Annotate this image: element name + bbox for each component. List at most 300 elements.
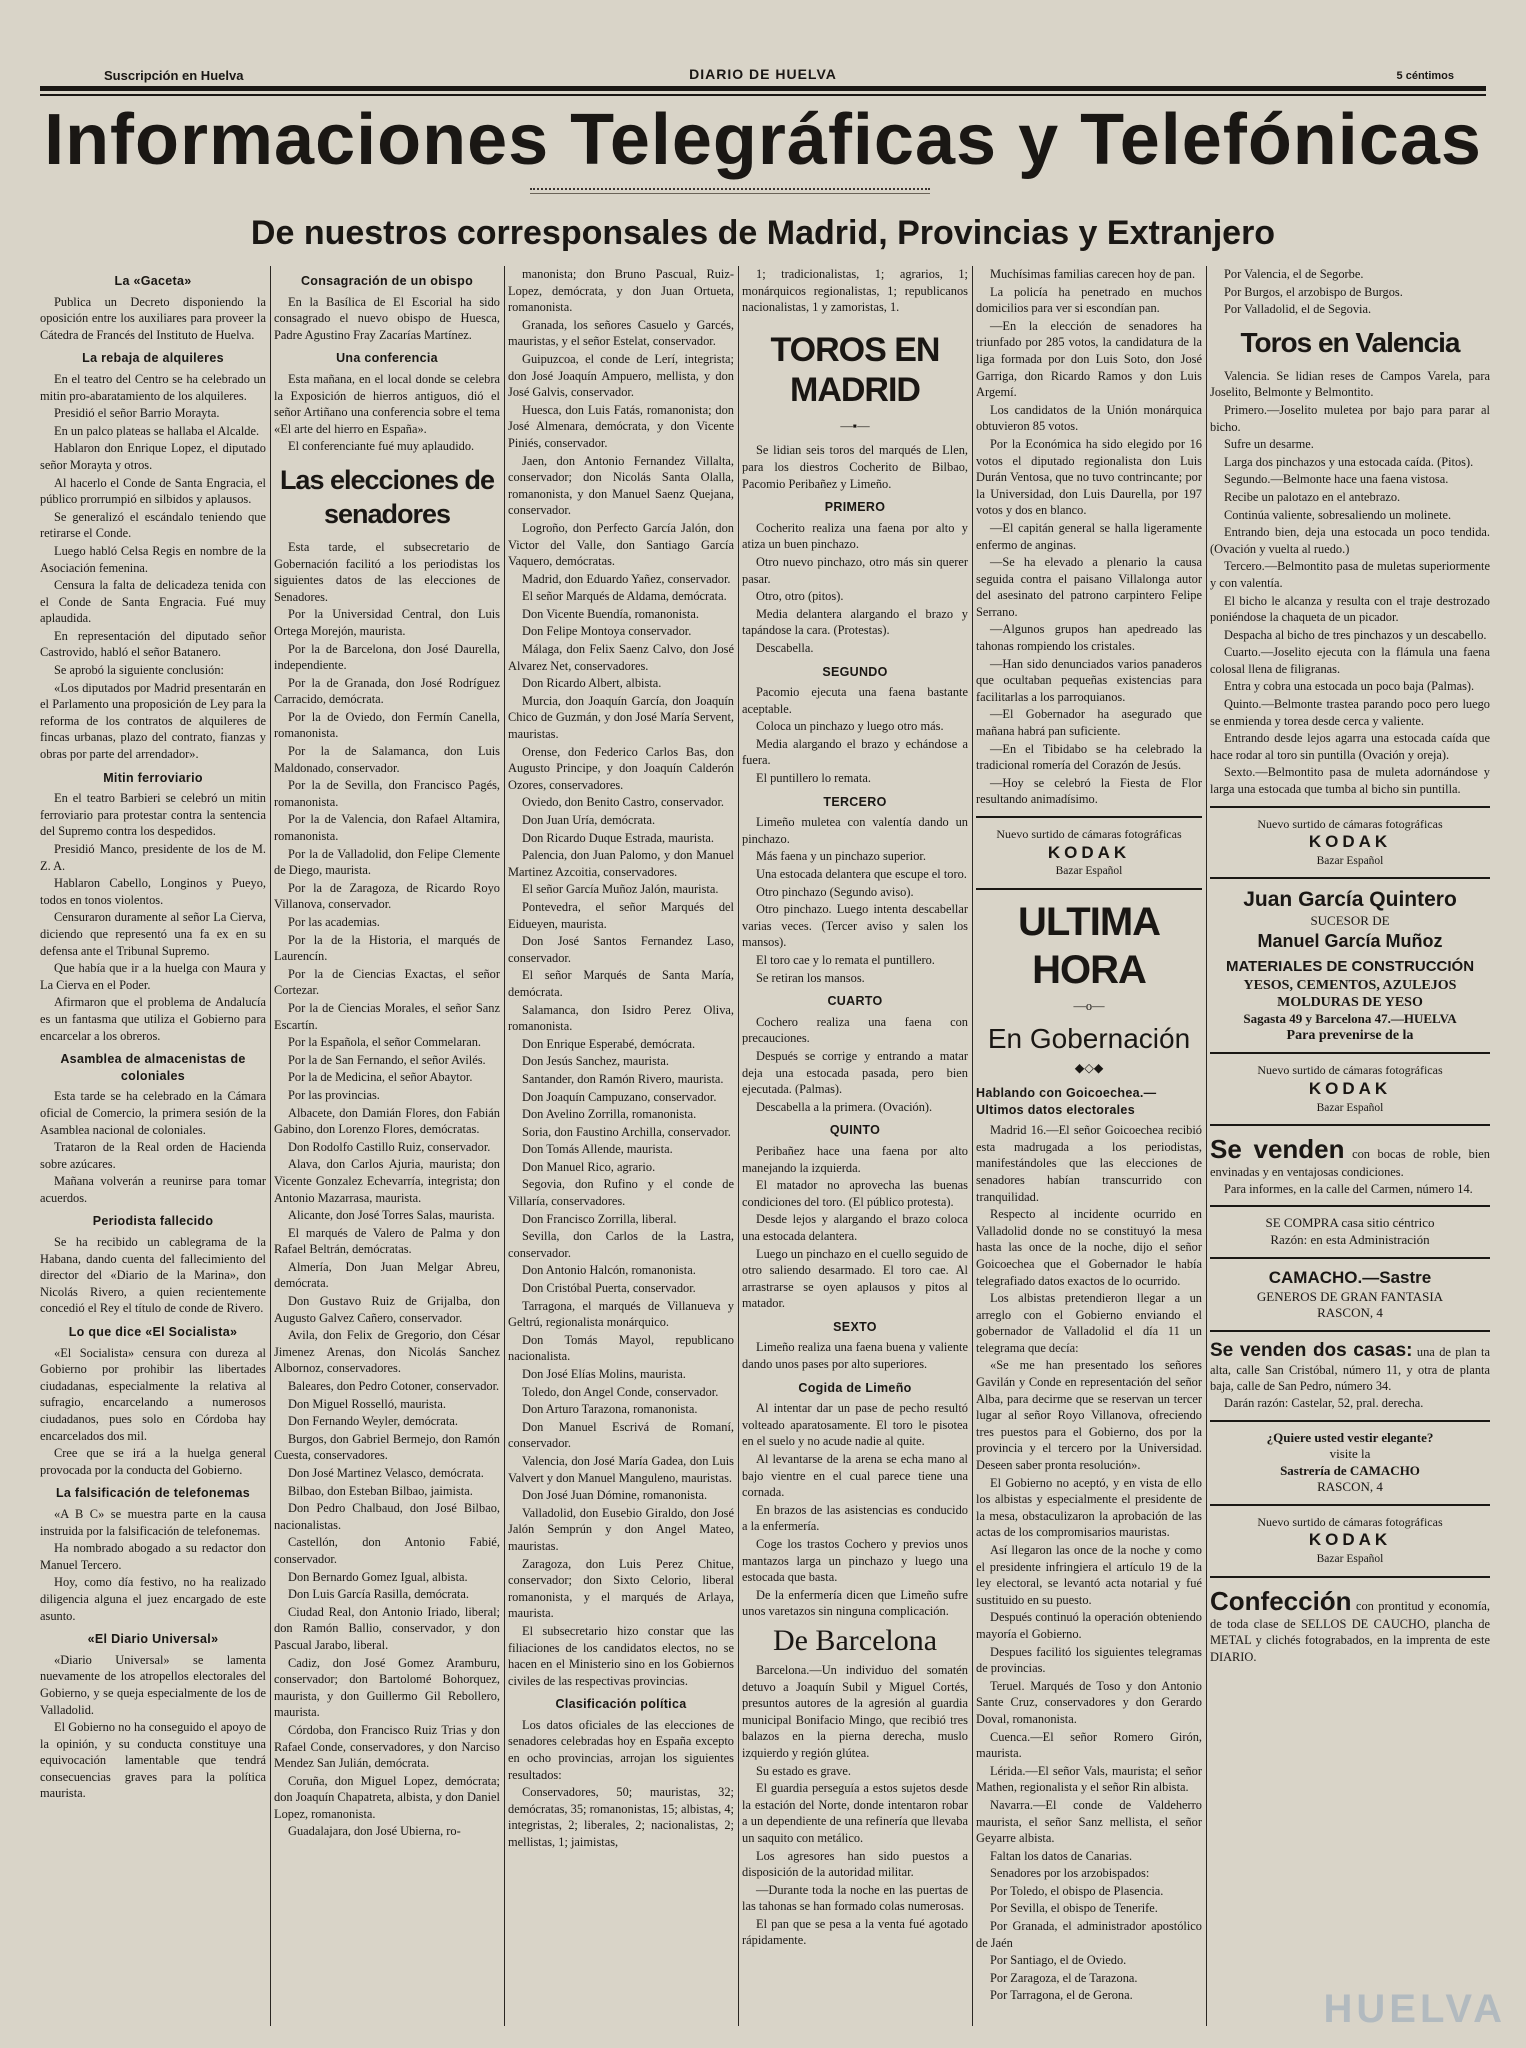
paragraph: Faltan los datos de Canarias.	[990, 1848, 1133, 1863]
big-headline: Toros en Valencia	[1240, 326, 1460, 358]
divider	[976, 888, 1202, 890]
paragraph: Granada, los señores Casuelo y Garcés, mauristas, y el señor Estelat, conservador.	[508, 317, 734, 349]
ad-line: Nuevo surtido de cámaras fotográficas	[1257, 1514, 1443, 1529]
column-rule	[972, 266, 973, 2026]
paragraph: Se ha recibido un cablegrama de la Habana, dando cuenta del fallecimiento del director del «Diario de la Marina», don Nicolás Rivero, a quien recientemente concedió el Rey el título de conde de Rivero.	[40, 1235, 266, 1316]
paragraph: En un palco plateas se hallaba el Alcalde.	[54, 423, 260, 438]
paragraph: El pan que se pesa a la venta fué agotado rápidamente.	[742, 1916, 968, 1948]
paragraph: Don Arturo Tarazona, romanonista.	[522, 1402, 698, 1417]
ad-title: Juan García Quintero	[1243, 888, 1457, 912]
paragraph: Otro, otro (pitos).	[756, 589, 844, 604]
section-subhead: De nuestros corresponsales de Madrid, Provincias y Extranjero	[250, 214, 1276, 252]
paragraph: Murcia, don Joaquín García, don Joaquín Chico de Guzmán, y don José María Servent, mauristas.	[508, 693, 734, 742]
paragraph: Don José Elías Molins, maurista.	[522, 1367, 686, 1381]
paragraph: Trataron de la Real orden de Hacienda sobre azúcares.	[40, 1140, 266, 1171]
ad-line: Sagasta 49 y Barcelona 47.—HUELVA	[1243, 1011, 1457, 1027]
paragraph: El marqués de Valero de Palma y don Rafael Beltrán, demócratas.	[274, 1225, 500, 1257]
paragraph: —Han sido denunciados varios panaderos que ocultaban pequeñas existencias para facilitarlas a los parroquianos.	[976, 656, 1202, 704]
paragraph: Más faena y un pinchazo superior.	[756, 849, 926, 864]
paragraph: Afirmaron que el problema de Andalucía es un fantasma que utiliza el Gobierno para encarcelar a los obreros.	[40, 995, 266, 1043]
paragraph: Hablaron Cabello, Longinos y Pueyo, todos en tonos violentos.	[40, 876, 266, 907]
paragraph: Conservadores, 50; mauristas, 32; demócratas, 35; romanonistas, 15; albistas, 4; integristas, 2; liberales, 2; nacionalistas, 2; mellistas, 1; jaimistas,	[508, 1785, 734, 1850]
paragraph: Guadalajara, don José Ubierna, ro-	[288, 1824, 461, 1839]
paragraph: Respecto al incidente ocurrido en Valladolid donde no se constituyó la mesa hasta las once de la noche, dijo el señor Goicoechea que el Gobernador le había telegrafiado datos exactos de lo ocurrido.	[976, 1207, 1202, 1288]
paragraph: Valencia, don José María Gadea, don Luis Valvert y don Manuel Manguleno, mauristas.	[508, 1453, 734, 1485]
paragraph: Don Bernardo Gomez Igual, albista.	[288, 1569, 468, 1584]
paragraph: Almería, Don Juan Melgar Abreu, demócrata.	[274, 1259, 500, 1291]
paragraph: Valladolid, don Eusebio Giraldo, don José Jalón Semprún y don Angel Mateo, mauristas.	[508, 1505, 734, 1553]
ad-line: Bazar Español	[1055, 865, 1123, 878]
column-6	[1210, 266, 1490, 2026]
paragraph: Por la de Ciencias Morales, el señor Sanz Escartín.	[274, 1000, 500, 1032]
paragraph: Málaga, don Felix Saenz Calvo, don José Alvarez Net, conservadores.	[508, 642, 734, 673]
paragraph: Cadiz, don José Gomez Aramburu, conservador; don Bartolomé Bohorquez, maurista, y don Guillermo Gil Rebollero, maurista.	[274, 1655, 500, 1720]
paragraph: Santander, don Ramón Rivero, maurista.	[522, 1071, 724, 1086]
paragraph: 1; tradicionalistas, 1; agrarios, 1; monárquicos regionalistas, 1; republicanos nacionalistas, 1 y zamoristas, 1.	[742, 267, 968, 315]
paragraph: —El capitán general se halla ligeramente enfermo de anginas.	[976, 520, 1202, 552]
ad-line: SE COMPRA casa sitio céntrico	[1265, 1215, 1435, 1231]
column-1	[40, 266, 266, 2026]
paragraph: Hablaron don Enrique Lopez, el diputado señor Morayta y otros.	[40, 441, 266, 472]
paragraph: En el teatro Barbieri se celebró un mitin ferroviario para protestar contra la sentencia del Supremo contra los despedidos.	[40, 791, 266, 839]
paragraph: Por Toledo, el obispo de Plasencia.	[990, 1883, 1164, 1898]
paragraph: Los albistas pretendieron llegar a un arreglo con el Gobierno enviando el gobernador de Valladolid el día 11 un telegrama que decía:	[976, 1291, 1202, 1355]
paragraph: Don Tomás Mayol, republicano nacionalista.	[508, 1332, 734, 1364]
paragraph: Continúa valiente, sobresaliendo un molinete.	[1224, 507, 1452, 522]
paragraph: Don José Santos Fernandez Laso, conservador.	[508, 934, 734, 965]
ad-line: MATERIALES DE CONSTRUCCIÓN	[1225, 958, 1475, 975]
column-rule	[1206, 266, 1207, 2026]
paragraph: Albacete, don Damián Flores, don Fabián Gabino, don Lorenzo Flores, demócratas.	[274, 1105, 500, 1137]
big-headline: De Barcelona	[772, 1623, 938, 1657]
ad-line: Manuel García Muñoz	[1257, 931, 1443, 951]
big-headline: Las elecciones de senadores	[279, 464, 495, 529]
paragraph: Presidió Manco, presidente de los de M. Z. A.	[40, 842, 266, 873]
paragraph: Esta tarde se ha celebrado en la Cámara oficial de Comercio, la primera sesión de la Asamblea nacional de coloniales.	[40, 1089, 266, 1137]
paragraph: Cuenca.—El señor Romero Girón, maurista.	[976, 1729, 1202, 1761]
paragraph: Por Burgos, el arzobispo de Burgos.	[1224, 284, 1403, 299]
ad-line: con prontitud y economía, de toda clase de SELLOS DE CAUCHO, plancha de METAL y clichés fotograbados, en la imprenta de este DIARIO.	[1210, 1598, 1490, 1664]
paragraph: Don Ricardo Albert, albista.	[522, 676, 662, 691]
ad-line: RASCON, 4	[1317, 1305, 1383, 1321]
headline: Cogida de Limeño	[798, 1380, 912, 1395]
column-rule	[738, 266, 739, 2026]
ad-title: Confección	[1210, 1585, 1352, 1616]
ad-line: Para prevenirse de la	[1286, 1027, 1414, 1043]
paragraph: Por Valladolid, el de Segovia.	[1224, 302, 1372, 317]
paragraph: Don José Martinez Velasco, demócrata.	[288, 1466, 484, 1480]
paragraph: Desde lejos y alargando el brazo coloca una estocada delantera.	[742, 1212, 968, 1243]
paragraph: Don Miguel Rosselló, maurista.	[288, 1396, 446, 1411]
paragraph: Los datos oficiales de las elecciones de senadores celebradas hoy en España excepto en ocho provincias, arrojan los siguientes resultados:	[508, 1717, 734, 1782]
materials-ad	[1210, 887, 1490, 1044]
ad-line: RASCON, 4	[1317, 1479, 1383, 1495]
divider	[1210, 1504, 1490, 1506]
stamps-ad	[1210, 1586, 1490, 1666]
paragraph: Cuarto.—Joselito ejecuta con la flámula una faena colosal llena de filigranas.	[1210, 645, 1490, 676]
paragraph: Segovia, don Rufino y el conde de Villaría, conservadores.	[508, 1177, 734, 1209]
tailor-shop-ad	[1210, 1430, 1490, 1496]
paragraph: Don Vicente Buendía, romanonista.	[522, 606, 699, 621]
paragraph: Don Tomás Allende, maurista.	[522, 1142, 673, 1157]
paragraph: Burgos, don Gabriel Bermejo, don Ramón Cuesta, conservadores.	[274, 1431, 500, 1463]
ad-line: Bazar Español	[1316, 854, 1384, 867]
paragraph: Una estocada delantera que escupe el toro.	[756, 867, 967, 882]
header-rule-thin	[40, 94, 1486, 96]
ad-line: una de plan ta alta, calle San Cristóbal, número 11, y otra de planta baja, calle de San Pedro, número 34.	[1210, 1344, 1490, 1394]
paragraph: Cree que se irá a la huelga general provocada por la conducta del Gobierno.	[40, 1446, 266, 1477]
paragraph: Censura la falta de delicadeza tenida con el Conde de Santa Engracia. Fué muy aplaudida.	[40, 578, 266, 626]
paragraph: Sevilla, don Carlos de la Lastra, conservador.	[508, 1229, 734, 1260]
paragraph: Salamanca, don Isidro Perez Oliva, romanonista.	[508, 1002, 734, 1034]
paragraph: Hoy, como día festivo, no ha realizado diligencia alguna el juez encargado de este asunto.	[40, 1575, 266, 1623]
paragraph: Luego habló Celsa Regis en nombre de la Asociación femenina.	[40, 543, 266, 575]
paragraph: Limeño realiza una faena buena y valiente dando unos pases por alto superiores.	[742, 1340, 968, 1372]
paragraph: Recibe un palotazo en el antebrazo.	[1224, 489, 1401, 504]
paragraph: Su estado es grave.	[756, 1763, 851, 1778]
paragraph: Coloca un pinchazo y luego otro más.	[756, 719, 944, 734]
ornament-divider: —▪—	[840, 418, 870, 433]
paragraph: Se lidian seis toros del marqués de Llen, para los diestros Cocherito de Bilbao, Pacomio Peribañez y Limeño.	[742, 443, 968, 491]
divider	[1210, 1576, 1490, 1578]
ad-line: Para informes, en la calle del Carmen, número 14.	[1224, 1181, 1473, 1196]
paragraph: —Durante toda la noche en las puertas de las tahonas se han formado colas numerosas.	[742, 1882, 968, 1914]
tailor-ad	[1210, 1267, 1490, 1322]
paragraph: Logroño, don Perfecto García Jalón, don Victor del Valle, don Santiago García Vaquero, demócratas.	[508, 520, 734, 569]
ad-brand: KODAK	[1308, 1078, 1392, 1098]
ad-title: Se venden dos casas:	[1210, 1339, 1413, 1361]
paragraph: Por Granada, el administrador apostólico de Jaén	[976, 1919, 1202, 1950]
paragraph: Valencia. Se lidian reses de Campos Varela, para Joselito, Belmonte y Belmontito.	[1210, 368, 1490, 400]
headline: Mitin ferroviario	[103, 770, 203, 785]
paragraph: Por la de Barcelona, don José Daurella, independiente.	[274, 641, 500, 673]
paragraph: Esta mañana, en el local donde se celebra la Exposición de hierros antiguos, dió el señor Artiñano una conferencia sobre el tema «El arte del hierro en España».	[274, 371, 500, 436]
ad-title: Se venden	[1210, 1134, 1345, 1165]
paragraph: «A B C» se muestra parte en la causa instruida por la falsificación de telefonemas.	[40, 1506, 266, 1538]
ad-line: Nuevo surtido de cámaras fotográficas	[1257, 816, 1443, 831]
paragraph: Por la de Ciencias Exactas, el señor Cortezar.	[274, 966, 500, 998]
paragraph: Oviedo, don Benito Castro, conservador.	[522, 795, 725, 810]
paragraph: Otro nuevo pinchazo, otro más sin querer pasar.	[742, 554, 968, 586]
paragraph: Despues facilitó los siguientes telegramas de provincias.	[976, 1644, 1202, 1676]
headline: SEXTO	[833, 1319, 877, 1334]
paragraph: «Se me han presentado los señores Gavilán y Conde en representación del señor Alba, para decirme que se reservan un tercer lugar al señor Royo Villanova, ofreciendo tres puestos para el Gobierno, dos por la provincia y el tercero por la Universidad. Deseen saber pronta resolución».	[976, 1358, 1202, 1473]
paragraph: Senadores por los arzobispados:	[990, 1866, 1150, 1881]
headline: Una conferencia	[336, 351, 438, 366]
paragraph: Don Fernando Weyler, demócrata.	[288, 1414, 458, 1429]
paragraph: Por la de la Historia, el marqués de Laurencín.	[274, 932, 500, 964]
ad-line: Nuevo surtido de cámaras fotográficas	[1257, 1063, 1443, 1078]
ornament-divider: —o—	[1073, 998, 1105, 1013]
ad-line: Bazar Español	[1316, 1553, 1384, 1566]
paragraph: El señor Marqués de Aldama, demócrata.	[522, 589, 727, 604]
paragraph: De la enfermería dicen que Limeño sufre unos varetazos sin ninguna complicación.	[742, 1587, 968, 1619]
paragraph: El bicho le alcanza y resulta con el traje destrozado poniéndose la chaqueta de un picador.	[1210, 593, 1490, 625]
paragraph: La policía ha penetrado en muchos domicilios para ver si escondían pan.	[976, 284, 1202, 316]
paragraph: Por Tarragona, el de Gerona.	[990, 1988, 1133, 2003]
paragraph: Don José Juan Dómine, romanonista.	[522, 1488, 708, 1503]
ad-brand: KODAK	[1308, 1530, 1392, 1550]
paragraph: El toro cae y lo remata el puntillero.	[756, 953, 935, 967]
paragraph: Primero.—Joselito muletea por bajo para parar al bicho.	[1210, 402, 1490, 434]
paragraph: Cochero realiza una faena con precauciones.	[742, 1014, 968, 1046]
paragraph: Entrando bien, deja una estocada un poco tendida. (Ovación y vuelta al ruedo.)	[1210, 525, 1490, 556]
paragraph: Toledo, don Angel Conde, conservador.	[522, 1384, 719, 1399]
headline: Asamblea de almacenistas de coloniales	[60, 1052, 246, 1083]
paragraph: Por las provincias.	[288, 1087, 380, 1102]
headline: Periodista fallecido	[92, 1214, 214, 1229]
paragraph: Coge los trastos Cochero y previos unos mantazos larga un pinchazo y luego una estocada que basta.	[742, 1537, 968, 1585]
headline: QUINTO	[829, 1123, 881, 1138]
paragraph: Guipuzcoa, el conde de Lerí, integrista; don José Joaquín Ampuero, mellista, y don José Galvis, conservador.	[508, 351, 734, 400]
divider	[976, 816, 1202, 818]
paragraph: Después se corrige y entrando a matar deja una estocada pasada, pero bien ejecutada. (Palmas).	[742, 1048, 968, 1097]
paragraph: Alava, don Carlos Ajuria, maurista; don Vicente Gonzalez Echevarría, integrista; don Antonio Mazarrasa, maurista.	[274, 1157, 500, 1205]
ad-line: Razón: en esta Administración	[1270, 1231, 1430, 1247]
paragraph: Navarra.—El conde de Valdeherro maurista, el señor Sanz mellista, el señor Geyarre albista.	[976, 1797, 1202, 1846]
paragraph: Luego un pinchazo en el cuello seguido de otro saliendo desarmado. El toro cae. Al arrastrarse se oyen aplausos y pitos al matador.	[742, 1246, 968, 1311]
paragraph: En brazos de las asistencias es conducido a la enfermería.	[742, 1502, 968, 1534]
ornament-divider: ◆◇◆	[1074, 1061, 1104, 1076]
paragraph: Censuraron duramente al señor La Cierva, diciendo que representó una fa ex en su defensa ante el Tribunal Supremo.	[40, 910, 266, 958]
paragraph: Por la de Granada, don José Rodríguez Carracido, demócrata.	[274, 675, 500, 707]
paragraph: En representación del diputado señor Castrovido, habló el señor Batanero.	[40, 628, 266, 660]
paragraph: Por las academias.	[288, 915, 380, 929]
headline: La falsificación de telefonemas	[55, 1486, 251, 1501]
paragraph: El conferenciante fué muy aplaudido.	[288, 439, 475, 454]
paragraph: Bilbao, don Esteban Bilbao, jaimista.	[288, 1483, 473, 1498]
column-4	[742, 266, 968, 2026]
paragraph: —Se ha elevado a plenario la causa seguida contra el paisano Villalonga autor del asesinato del patrono carpintero Felipe Serrano.	[976, 555, 1202, 619]
divider	[1210, 1124, 1490, 1126]
paragraph: Por la de Medicina, el señor Abaytor.	[288, 1070, 473, 1085]
paragraph: Córdoba, don Francisco Ruiz Trias y don Rafael Conde, conservadores, y don Narciso Mendez San Julián, demócrata.	[274, 1722, 500, 1771]
paragraph: Alicante, don José Torres Salas, maurista.	[288, 1208, 495, 1223]
paragraph: Orense, don Federico Carlos Bas, don Augusto Principe, y don Joaquín Calderón Ozores, conservadores.	[508, 744, 734, 792]
paragraph: Sufre un desarme.	[1224, 437, 1314, 452]
divider	[1210, 1420, 1490, 1422]
paragraph: Tarragona, el marqués de Villanueva y Geltrú, regionalista monárquico.	[508, 1298, 734, 1330]
paragraph: Por la de Valencia, don Rafael Altamira, romanonista.	[274, 812, 500, 844]
headline: Consagración de un obispo	[300, 274, 474, 288]
paragraph: Lérida.—El señor Vals, maurista; el señor Mathen, regionalista y el señor Rin albista.	[976, 1763, 1202, 1795]
paragraph: Por la Económica ha sido elegido por 16 votos el diputado regionalista don Luis Durán Ventosa, que no tuvo contrincante; por la Universidad, don Luis Daurella, por 197 votos y dos en blanco.	[976, 436, 1202, 518]
paragraph: Don Pedro Chalbaud, don José Bilbao, nacionalistas.	[274, 1501, 500, 1532]
paragraph: Los agresores han sido puestos a disposición de la autoridad militar.	[742, 1848, 968, 1880]
headline: La «Gaceta»	[114, 274, 192, 288]
headline: «El Diario Universal»	[87, 1632, 219, 1647]
paragraph: Don Luis García Rasilla, demócrata.	[288, 1587, 469, 1602]
price-note: 5 céntimos	[1396, 70, 1454, 82]
paragraph: Media alargando el brazo y echándose a fuera.	[742, 736, 968, 768]
paragraph: Madrid, don Eduardo Yañez, conservador.	[522, 571, 731, 586]
paragraph: Don Avelino Zorrilla, romanonista.	[522, 1107, 697, 1122]
paragraph: Por Sevilla, el obispo de Tenerife.	[990, 1901, 1158, 1916]
paragraph: Presidió el señor Barrio Morayta.	[54, 406, 220, 421]
paragraph: En el teatro del Centro se ha celebrado un mitin pro-abaratamiento de los alquileres.	[40, 371, 266, 403]
paragraph: Don Manuel Rico, agrario.	[522, 1159, 656, 1174]
paragraph: Don Manuel Escrivá de Romaní, conservador.	[508, 1419, 734, 1451]
divider	[1210, 877, 1490, 879]
paragraph: Por la Española, el señor Commelaran.	[288, 1035, 482, 1050]
paragraph: Otro pinchazo (Segundo aviso).	[756, 884, 914, 899]
paragraph: Barcelona.—Un individuo del somatén detuvo a Joaquín Subil y Miguel Cortés, presuntos autores de la agresión al guardia municipal Bonifacio Mingo, que recibió tres balazos en la pierna derecha, muslo izquierdo y región glútea.	[742, 1662, 968, 1760]
paragraph: El Gobierno no ha conseguido el apoyo de la opinión, y su conducta constituye una equivocación lamentable que tendrá consecuencias graves para la política maurista.	[40, 1720, 266, 1801]
ad-line: Sastrería de CAMACHO	[1280, 1462, 1420, 1478]
paragraph: Soria, don Faustino Archilla, conservador.	[522, 1124, 731, 1139]
ad-line: MOLDURAS DE YESO	[1277, 994, 1423, 1010]
paragraph: «Diario Universal» se lamenta nuevamente de los atropellos electorales del Gobierno, y se queja especialmente de los de Valladolid.	[40, 1652, 266, 1717]
paragraph: El subsecretario hizo constar que las filiaciones de los candidatos electos, no se hacen en el Ministerio sino en los Gobiernos civiles de las respectivas provincias.	[508, 1623, 734, 1688]
ad-line: Darán razón: Castelar, 52, pral. derecha.	[1224, 1395, 1424, 1410]
paragraph: Al intentar dar un pase de pecho resultó volteado aparatosamente. El toro le pisotea en el suelo y no acude nadie al quite.	[742, 1401, 968, 1449]
paragraph: —En el Tibidabo se ha celebrado la tradicional romería del Corazón de Jesús.	[976, 741, 1202, 773]
ad-line: GENEROS DE GRAN FANTASIA	[1256, 1288, 1444, 1304]
paragraph: Huesca, don Luis Fatás, romanonista; don José Almenara, demócrata, y don Vicente Piniés, conservador.	[508, 402, 734, 450]
ornament-divider	[530, 188, 930, 194]
paragraph: Quinto.—Belmonte trastea parando poco pero luego se enmienda y torea desde cerca y valiente.	[1210, 697, 1490, 728]
paragraph: «El Socialista» censura con dureza al Gobierno por prohibir las libertades ciudadanas, especialmente la relativa al sufragio, encarcelando a numerosos ciudadanos, pues solo en Córdoba hay encarcelados dos mil.	[40, 1345, 266, 1443]
ad-line: Nuevo surtido de cámaras fotográficas	[996, 827, 1182, 841]
header-rule	[40, 86, 1486, 91]
paragraph: Al hacerlo el Conde de Santa Engracia, el público prorrumpió en silbidos y aplausos.	[40, 475, 266, 507]
ad-line: YESOS, CEMENTOS, AZULEJOS	[1243, 978, 1457, 993]
paragraph: Los candidatos de la Unión monárquica obtuvieron 85 votos.	[976, 402, 1202, 434]
paragraph: —Hoy se celebró la Fiesta de Flor resultando animadísimo.	[976, 775, 1202, 807]
divider	[1210, 1052, 1490, 1054]
kodak-ad	[1210, 1062, 1490, 1116]
paragraph: Don Joaquín Campuzano, conservador.	[522, 1089, 717, 1104]
paragraph: El Gobierno no aceptó, y en vista de ello los albistas y especialmente el presidente de la mesa, obstaculizaron la aprobación de las actas de los compromisarios mauristas.	[976, 1475, 1202, 1540]
paragraph: Ciudad Real, don Antonio Iriado, liberal; don Ramón Ballio, conservador, y don Pascual Jarabo, liberal.	[274, 1604, 500, 1652]
paragraph: Castellón, don Antonio Fabié, conservador.	[274, 1535, 500, 1566]
paragraph: Don Enrique Esperabé, demócrata.	[522, 1036, 696, 1051]
paragraph: —El Gobernador ha asegurado que mañana habrá pan suficiente.	[976, 707, 1202, 739]
newspaper-name: DIARIO DE HUELVA	[689, 66, 837, 82]
ad-line: SUCESOR DE	[1310, 913, 1390, 929]
paragraph: Otro pinchazo. Luego intenta descabellar varias veces. (Tercer aviso y salen los mansos).	[742, 902, 968, 950]
paragraph: Zaragoza, don Luis Perez Chitue, conservador; don Sixto Celorio, liberal romanonista, y el marqués de Arlaya, maurista.	[508, 1556, 734, 1621]
paragraph: Por la de Zaragoza, de Ricardo Royo Villanova, conservador.	[274, 880, 500, 912]
paragraph: Entra y cobra una estocada un poco baja (Palmas).	[1224, 679, 1475, 694]
paragraph: Segundo.—Belmonte hace una faena vistosa.	[1224, 472, 1449, 487]
ad-line: Bazar Español	[1316, 1101, 1384, 1114]
paragraph: Larga dos pinchazos y una estocada caída. (Pitos).	[1224, 454, 1474, 469]
paragraph: Entrando desde lejos agarra una estocada caída que hace rodar al toro sin puntilla (Ovación y oreja).	[1210, 731, 1490, 762]
paragraph: Don Ricardo Duque Estrada, maurista.	[522, 830, 715, 845]
paragraph: manonista; don Bruno Pascual, Ruiz-Lopez, demócrata, y don Juan Ortueta, romanonista.	[508, 267, 734, 315]
paragraph: Cocherito realiza una faena por alto y atiza un buen pinchazo.	[742, 520, 968, 552]
paragraph: Por la de Sevilla, don Francisco Pagés, romanonista.	[274, 778, 500, 809]
paragraph: Don Francisco Zorrilla, liberal.	[522, 1211, 677, 1226]
paragraph: Descabella a la primera. (Ovación).	[756, 1099, 933, 1114]
paragraph: Peribañez hace una faena por alto manejando la izquierda.	[742, 1143, 968, 1175]
paragraph: Don Antonio Halcón, romanonista.	[522, 1263, 696, 1278]
paragraph: Por la de Oviedo, don Fermín Canella, romanonista.	[274, 709, 500, 741]
paragraph: Don Gustavo Ruiz de Grijalba, don Augusto Galvez Cañero, conservador.	[274, 1294, 500, 1325]
column-rule	[504, 266, 505, 2026]
paragraph: El puntillero lo remata.	[756, 771, 871, 786]
big-headline: En Gobernación	[987, 1023, 1191, 1055]
section-masthead: Informaciones Telegráficas y Telefónicas	[44, 100, 1482, 180]
paragraph: Se retiran los mansos.	[756, 970, 865, 985]
ad-brand: KODAK	[1308, 832, 1392, 852]
column-rule	[270, 266, 271, 2026]
house-purchase-ad	[1210, 1215, 1490, 1248]
paragraph: Por Valencia, el de Segorbe.	[1224, 267, 1364, 281]
paragraph: Don Felipe Montoya conservador.	[522, 624, 692, 639]
column-5	[976, 266, 1202, 2026]
paragraph: Don Juan Uría, demócrata.	[522, 813, 656, 827]
paragraph: Muchísimas familias carecen hoy de pan.	[990, 267, 1196, 281]
headline: Lo que dice «El Socialista»	[68, 1325, 238, 1340]
ad-line: con bocas de roble, bien envinadas y en ventajosas condiciones.	[1210, 1147, 1490, 1180]
headline: La rebaja de alquileres	[82, 351, 224, 366]
column-2	[274, 266, 500, 2026]
paragraph: Por Zaragoza, el de Tarazona.	[990, 1970, 1138, 1985]
paragraph: Don Jesús Sanchez, maurista.	[522, 1054, 669, 1069]
paragraph: El señor García Muñoz Jalón, maurista.	[522, 882, 719, 897]
headline: Hablando con Goicoechea.—Ultimos datos electorales	[976, 1085, 1157, 1117]
paragraph: Que había que ir a la huelga con Maura y La Cierva en el Poder.	[40, 961, 266, 992]
paragraph: Se generalizó el escándalo teniendo que retirarse el Conde.	[40, 509, 266, 541]
paragraph: Mañana volverán a reunirse para tomar acuerdos.	[40, 1174, 266, 1205]
paragraph: Al levantarse de la arena se echa mano al bajo vientre en el cual parece tiene una cornada.	[742, 1452, 968, 1500]
paragraph: Se aprobó la siguiente conclusión:	[54, 663, 224, 678]
paragraph: «Los diputados por Madrid presentarán en el Parlamento una proposición de Ley para la reforma de los contratos de alquileres de fincas urbanas, plazo del contrato, fianzas y obras por parte del arrendador».	[40, 680, 266, 762]
ad-brand: KODAK	[1047, 842, 1131, 862]
divider	[1210, 1205, 1490, 1207]
ad-line: visite la	[1329, 1446, 1371, 1462]
paragraph: Por la de San Fernando, el señor Avilés.	[288, 1052, 486, 1067]
paragraph: El señor Marqués de Santa María, demócrata.	[508, 968, 734, 999]
paragraph: Por la de Salamanca, don Luis Maldonado, conservador.	[274, 744, 500, 775]
paragraph: Así llegaron las once de la noche y como el presidente infringiera el artículo 19 de la ley electoral, se levantó acta notarial y fué sustituido en su puesto.	[976, 1543, 1202, 1607]
headline: TERCERO	[823, 794, 887, 809]
paragraph: Palencia, don Juan Palomo, y don Manuel Martinez Azcoitia, conservadores.	[508, 848, 734, 879]
archive-watermark: HUELVA	[1323, 1987, 1506, 2031]
paragraph: Coruña, don Miguel Lopez, demócrata; don Joaquín Chapatreta, albista, y don Daniel Lopez, romanonista.	[274, 1773, 500, 1821]
paragraph: Madrid 16.—El señor Goicoechea recibió esta madrugada a los periodistas, manifestándoles que las elecciones de senadores habían transcurrido con tranquilidad.	[976, 1123, 1202, 1204]
divider	[1210, 1257, 1490, 1259]
paragraph: Teruel. Marqués de Toso y don Antonio Sante Cruz, conservadores y don Gerardo Doval, romanonista.	[976, 1678, 1202, 1726]
paragraph: Baleares, don Pedro Cotoner, conservador.	[288, 1379, 500, 1394]
paragraph: Avila, don Felix de Gregorio, don César Jimenez Arenas, don Nicolás Sanchez Albornoz, conservadores.	[274, 1328, 500, 1376]
headline: SEGUNDO	[822, 664, 888, 679]
paragraph: Despacha al bicho de tres pinchazos y un descabello.	[1224, 627, 1487, 642]
paragraph: Publica un Decreto disponiendo la oposición entre los auxiliares para proveer la Cátedra de Francés del Instituto de Huelva.	[40, 294, 266, 342]
paragraph: Media delantera alargando el brazo y tapándose la cara. (Protestas).	[742, 606, 968, 638]
big-headline: ULTIMA HORA	[1017, 899, 1161, 992]
paragraph: Ha nombrado abogado a su redactor don Manuel Tercero.	[40, 1541, 266, 1572]
divider	[1210, 806, 1490, 808]
paragraph: Tercero.—Belmontito pasa de muletas superiormente y con valentía.	[1210, 559, 1490, 590]
paragraph: —Algunos grupos han apedreado las tahonas rompiendo los cristales.	[976, 622, 1202, 654]
paragraph: Descabella.	[756, 640, 814, 655]
column-3	[508, 266, 734, 2026]
paragraph: Por Santiago, el de Oviedo.	[990, 1953, 1127, 1968]
paragraph: Don Cristóbal Puerta, conservador.	[522, 1281, 696, 1296]
paragraph: Pontevedra, el señor Marqués del Eidueyen, maurista.	[508, 899, 734, 931]
headline: CUARTO	[827, 994, 883, 1009]
subscription-note: Suscripción en Huelva	[104, 68, 244, 83]
paragraph: El matador no aprovecha las buenas condiciones del toro. (El público protesta).	[742, 1178, 968, 1209]
ad-line: CAMACHO.—Sastre	[1268, 1267, 1432, 1287]
big-headline: TOROS EN MADRID	[770, 330, 940, 409]
kodak-ad	[976, 826, 1202, 880]
barrels-sale-ad	[1210, 1134, 1490, 1197]
headline: Clasificación política	[555, 1697, 687, 1712]
